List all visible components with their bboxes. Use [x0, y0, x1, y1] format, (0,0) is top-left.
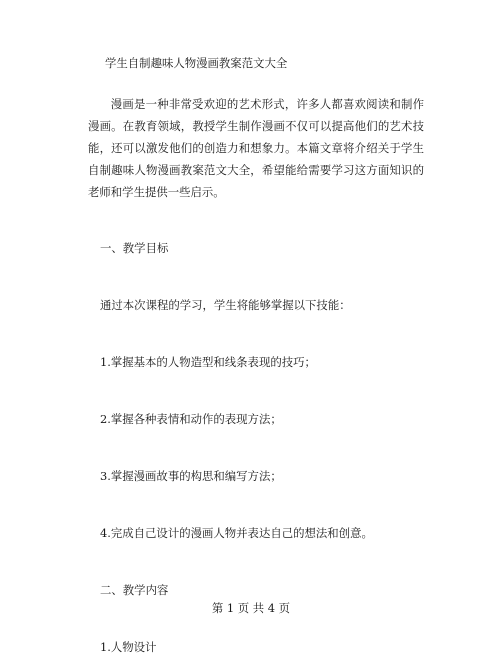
goal-item: 4.完成自己设计的漫画人物并表达自己的想法和创意。: [100, 526, 373, 540]
page-number-label: 第 1 页 共 4 页: [211, 601, 291, 615]
page-footer: [0, 600, 502, 616]
goal-item: 2.掌握各种表情和动作的表现方法；: [100, 412, 282, 426]
section2-item: 1.人物设计: [100, 640, 157, 654]
document-body: [88, 52, 424, 659]
goal-item: 3.掌握漫画故事的构思和编写方法；: [100, 469, 282, 483]
goal-item: 1.掌握基本的人物造型和线条表现的技巧；: [100, 355, 316, 369]
document-title: 学生自制趣味人物漫画教案范文大全: [105, 56, 288, 70]
section1-intro: 通过本次课程的学习，学生将能够掌握以下技能：: [100, 298, 351, 312]
section2-heading: 二、教学内容: [100, 583, 169, 597]
section1-heading: 一、教学目标: [100, 241, 169, 255]
intro-paragraph: 漫画是一种非常受欢迎的艺术形式，许多人都喜欢阅读和制作漫画。在教育领域，教授学生制作漫画不仅可以提高他们的艺术技能，还可以激发他们的创造力和想象力。本篇文章将介绍关于学生自制趣味人物漫画教案范文大全，希望能给需要学习这方面知识的老师和学生提供一些启示。: [88, 97, 424, 199]
